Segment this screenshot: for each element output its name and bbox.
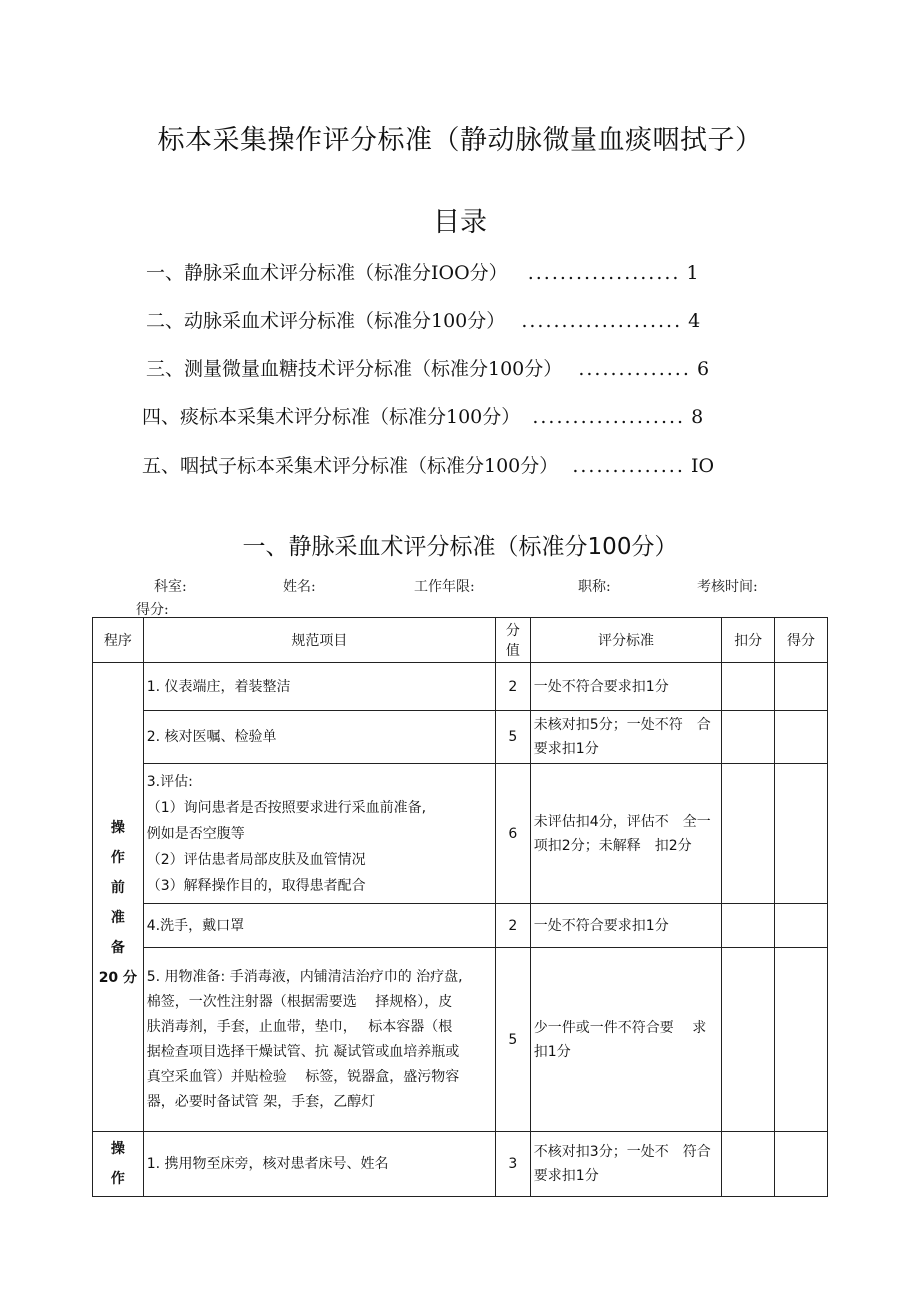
toc-entry-label: 三、测量微量血糖技术评分标准（标准分100分） <box>146 358 563 380</box>
toc-entry-label: 五、咽拭子标本采集术评分标准（标准分100分） <box>142 455 559 477</box>
toc-page-number: 1 <box>686 262 699 284</box>
toc-entry[interactable] <box>146 354 709 381</box>
standard-text: 未评估扣4分，评估不 全一 <box>533 813 711 830</box>
toc-entry-label: 一、静脉采血术评分标准（标准分IOO分） <box>146 262 508 284</box>
item-cell <box>143 663 495 711</box>
toc-entry-label: 二、动脉采血术评分标准（标准分100分） <box>146 310 506 332</box>
toc-entry[interactable] <box>146 306 700 333</box>
header-points: 分值 <box>495 618 530 663</box>
item-text: （3）解释操作目的，取得患者配合 <box>146 877 366 894</box>
item-text: （1）询问患者是否按照要求进行采血前准备, <box>146 799 427 816</box>
toc-entry[interactable] <box>142 451 714 478</box>
meta-name-label: 姓名: <box>283 579 316 595</box>
procedure-char: 前 <box>110 880 125 896</box>
toc-leader-dots: ................... <box>527 262 681 284</box>
standard-text: 一处不符合要求扣1分 <box>533 917 669 934</box>
item-cell <box>143 904 495 948</box>
document-title: 标本采集操作评分标准（静动脉微量血痰咽拭子） <box>157 125 763 156</box>
standard-text: 少一件或一件不符合要 求 <box>533 1019 707 1036</box>
standard-cell <box>530 948 721 1132</box>
meta-years-label: 工作年限: <box>414 579 475 595</box>
toc-leader-dots: .............. <box>578 358 691 380</box>
standard-cell <box>530 764 721 904</box>
standard-cell <box>530 904 721 948</box>
table-row <box>93 764 828 904</box>
score-cell[interactable] <box>775 1132 828 1197</box>
toc-leader-dots: .............. <box>572 455 685 477</box>
item-text: 例如是否空腹等 <box>146 825 245 842</box>
scoring-table <box>92 617 828 1197</box>
standard-text: 不核对扣3分；一处不 符合 <box>533 1144 711 1160</box>
header-deduct: 扣分 <box>722 618 775 663</box>
toc-page-number: IO <box>690 455 715 477</box>
deduct-cell[interactable] <box>722 1132 775 1197</box>
toc-heading: 目录 <box>433 207 487 238</box>
toc-page-number: 4 <box>688 310 701 332</box>
toc-entry[interactable] <box>146 258 699 285</box>
item-text: 据检查项目选择干燥试管、抗 凝试管或血培养瓶或 <box>146 1043 460 1060</box>
meta-department-label: 科室: <box>154 579 187 595</box>
table-header-row <box>93 618 828 663</box>
standard-text: 未核对扣5分；一处不符 合 <box>533 717 711 733</box>
score-cell[interactable] <box>775 904 828 948</box>
item-cell <box>143 948 495 1132</box>
table-row <box>93 711 828 764</box>
header-procedure: 程序 <box>93 618 144 663</box>
item-cell <box>143 711 495 764</box>
procedure-char: 作 <box>110 850 125 866</box>
score-cell[interactable] <box>775 663 828 711</box>
table-row <box>93 948 828 1132</box>
header-score: 得分 <box>775 618 828 663</box>
meta-exam-time-label: 考核时间: <box>697 579 758 595</box>
standard-cell <box>530 1132 721 1197</box>
meta-score-label: 得分: <box>136 602 169 618</box>
table-row <box>93 1132 828 1197</box>
standard-text: 扣1分 <box>533 1043 571 1060</box>
deduct-cell[interactable] <box>722 948 775 1132</box>
standard-text: 要求扣1分 <box>533 741 599 757</box>
item-text: 棉签，一次性注射器（根据需要选 择规格），皮 <box>146 993 453 1010</box>
table-row <box>93 663 828 711</box>
item-text: 1. 仪表端庄，着装整洁 <box>146 678 291 695</box>
procedure-char: 备 <box>110 940 125 956</box>
item-cell <box>143 764 495 904</box>
item-text: 肤消毒剂，手套，止血带，垫巾， 标本容器（根 <box>146 1018 453 1035</box>
toc-page-number: 6 <box>696 358 710 380</box>
item-text: 3.评估: <box>146 773 193 790</box>
procedure-total: 20 分 <box>98 970 138 986</box>
procedure-char: 操 <box>110 1141 125 1157</box>
toc-entry-label: 四、痰标本采集术评分标准（标准分100分） <box>142 406 521 428</box>
header-item: 规范项目 <box>143 618 495 663</box>
standard-text: 一处不符合要求扣1分 <box>533 678 669 695</box>
section-title: 一、静脉采血术评分标准（标准分100分） <box>242 534 678 560</box>
score-cell[interactable] <box>775 711 828 764</box>
item-text: 5. 用物准备: 手消毒液，内铺清洁治疗巾的 治疗盘, <box>146 968 463 985</box>
standard-cell <box>530 663 721 711</box>
procedure-char: 操 <box>110 820 125 836</box>
standard-cell <box>530 711 721 764</box>
deduct-cell[interactable] <box>722 711 775 764</box>
deduct-cell[interactable] <box>722 663 775 711</box>
standard-text: 项扣2分；未解释 扣2分 <box>533 837 692 854</box>
standard-text: 要求扣1分 <box>533 1168 599 1184</box>
item-text: （2）评估患者局部皮肤及血管情况 <box>146 851 366 868</box>
toc-page-number: 8 <box>691 406 704 428</box>
item-text: 真空采血管）并贴检验 标签，锐器盒，盛污物容 <box>146 1068 460 1085</box>
points-cell: 3 <box>495 1132 530 1197</box>
item-text: 1. 携用物至床旁，核对患者床号、姓名 <box>146 1156 389 1172</box>
procedure-char: 准 <box>110 910 125 926</box>
header-standard: 评分标准 <box>530 618 721 663</box>
item-text: 2. 核对医嘱、检验单 <box>146 729 277 745</box>
points-cell: 2 <box>495 663 530 711</box>
table-row <box>93 904 828 948</box>
toc-leader-dots: ................... <box>532 406 686 428</box>
item-text: 器，必要时备试管 架，手套，乙醇灯 <box>146 1093 376 1110</box>
points-cell: 5 <box>495 948 530 1132</box>
item-cell <box>143 1132 495 1197</box>
points-cell: 2 <box>495 904 530 948</box>
toc-entry[interactable] <box>142 402 703 429</box>
points-cell: 6 <box>495 764 530 904</box>
score-cell[interactable] <box>775 764 828 904</box>
meta-title-label: 职称: <box>578 579 611 595</box>
deduct-cell[interactable] <box>722 904 775 948</box>
item-text: 4.洗手，戴口罩 <box>146 917 245 934</box>
procedure-cell-operation <box>93 1132 144 1197</box>
procedure-char: 作 <box>110 1171 125 1187</box>
deduct-cell[interactable] <box>722 764 775 904</box>
toc-leader-dots: .................... <box>521 310 683 332</box>
points-cell: 5 <box>495 711 530 764</box>
score-cell[interactable] <box>775 948 828 1132</box>
procedure-cell-pre-op <box>93 663 144 1132</box>
